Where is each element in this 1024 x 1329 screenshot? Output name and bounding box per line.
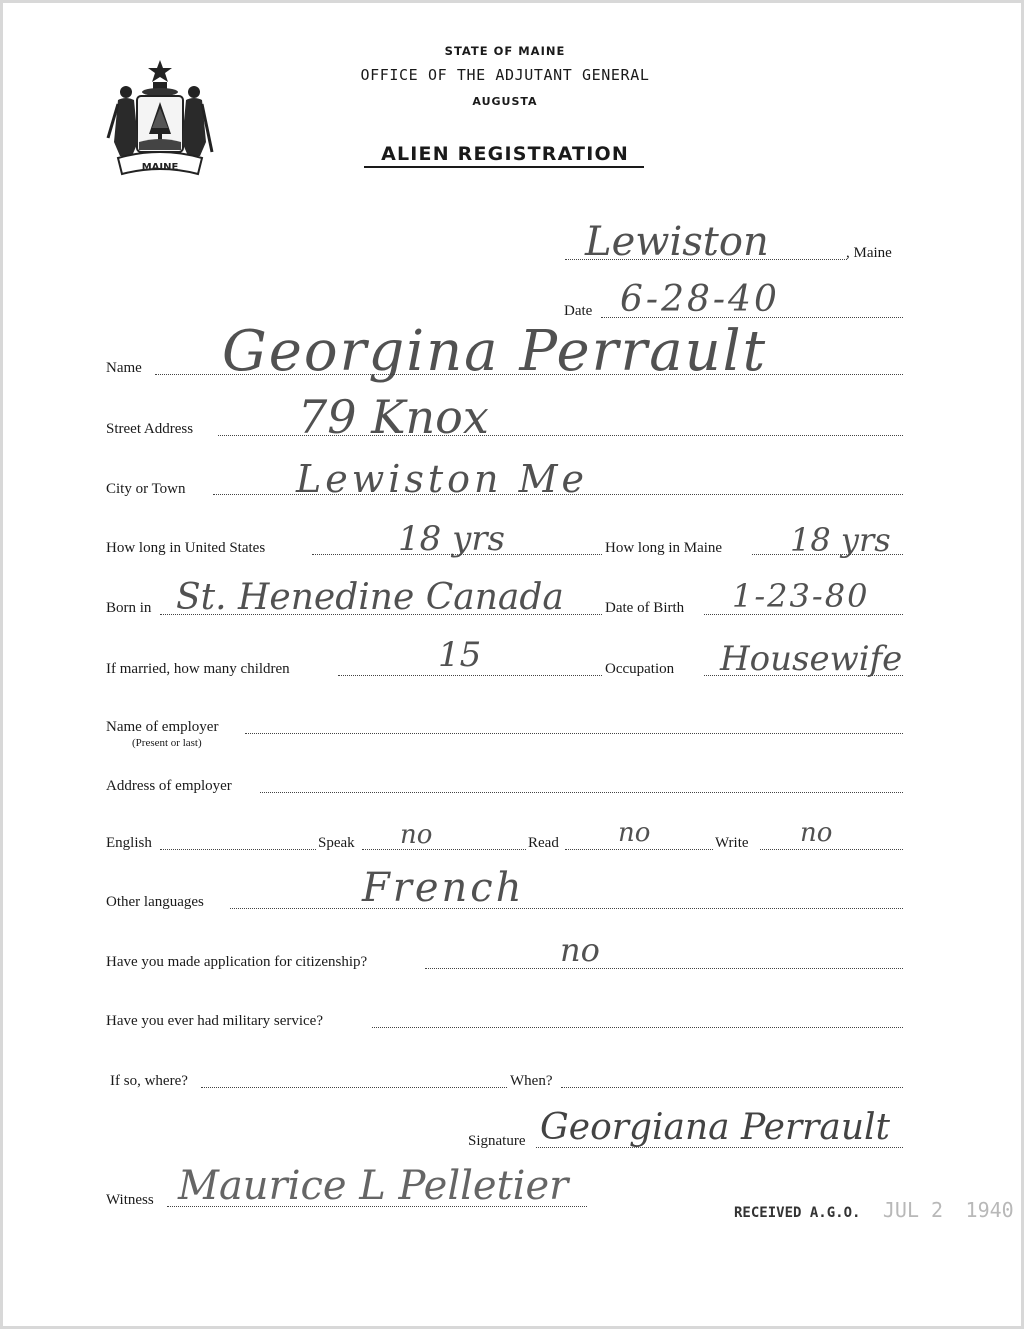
military-label: Have you ever had military service? (106, 1013, 323, 1029)
speak-value: no (400, 820, 433, 850)
date-label: Date (564, 303, 593, 319)
city-value: Lewiston Me (296, 457, 589, 501)
citizenship-line (425, 968, 903, 969)
read-label: Read (528, 835, 559, 851)
write-label: Write (715, 835, 749, 851)
citizenship-value: no (560, 931, 600, 969)
children-label: If married, how many children (106, 661, 290, 677)
military-line (372, 1027, 903, 1028)
date-value: 6-28-40 (620, 279, 780, 320)
citizenship-label: Have you made application for citizenship? (106, 954, 368, 970)
speak-line (362, 849, 526, 850)
other-languages-label: Other languages (106, 894, 204, 910)
when-line (561, 1087, 903, 1088)
name-value: Georgina Perrault (222, 319, 768, 384)
read-line (565, 849, 713, 850)
occupation-label: Occupation (605, 661, 675, 677)
city-label: City or Town (106, 481, 186, 497)
header-office: OFFICE OF THE ADJUTANT GENERAL (360, 66, 650, 84)
other-languages-line (230, 908, 903, 909)
how-long-us-value: 18 yrs (398, 519, 505, 559)
signature-label: Signature (468, 1133, 526, 1149)
born-in-label: Born in (106, 600, 152, 616)
received-stamp-year: 1940 (965, 1198, 1014, 1222)
header-city: AUGUSTA (472, 95, 538, 108)
dob-label: Date of Birth (605, 600, 685, 616)
maine-state-seal (104, 56, 216, 180)
town-value: Lewiston (585, 219, 769, 265)
other-languages-value: French (362, 865, 525, 911)
children-value: 15 (438, 635, 482, 675)
employer-address-line (260, 792, 903, 793)
witness-value: Maurice L Pelletier (178, 1163, 569, 1209)
how-long-maine-label: How long in Maine (605, 540, 723, 556)
street-value: 79 Knox (298, 390, 489, 444)
where-label: If so, where? (110, 1073, 188, 1089)
read-value: no (618, 818, 651, 848)
employer-sublabel: (Present or last) (132, 737, 202, 749)
title-underline (364, 166, 644, 168)
how-long-maine-value: 18 yrs (790, 521, 891, 559)
dob-value: 1-23-80 (732, 577, 870, 615)
header-state: STATE OF MAINE (444, 44, 566, 58)
name-label: Name (106, 360, 142, 376)
signature-value: Georgiana Perrault (540, 1107, 891, 1148)
english-line (160, 849, 316, 850)
write-line (760, 849, 903, 850)
witness-label: Witness (106, 1192, 154, 1208)
children-line (338, 675, 602, 676)
employer-line (245, 733, 903, 734)
employer-address-label: Address of employer (106, 778, 232, 794)
svg-text:MAINE: MAINE (141, 162, 179, 173)
maine-suffix: , Maine (846, 245, 892, 261)
street-label: Street Address (106, 421, 194, 437)
received-stamp (734, 1198, 1014, 1222)
born-in-value: St. Henedine Canada (176, 577, 564, 618)
speak-label: Speak (318, 835, 355, 851)
how-long-us-label: How long in United States (106, 540, 266, 556)
when-label: When? (510, 1073, 553, 1089)
where-line (201, 1087, 507, 1088)
english-label: English (106, 835, 152, 851)
write-value: no (800, 818, 833, 848)
received-stamp-date: JUL 2 (882, 1198, 944, 1222)
received-stamp-text: RECEIVED A.G.O. (734, 1205, 861, 1221)
form-title: ALIEN REGISTRATION (381, 143, 629, 165)
occupation-value: Housewife (720, 639, 903, 679)
employer-label: Name of employer (106, 719, 219, 735)
